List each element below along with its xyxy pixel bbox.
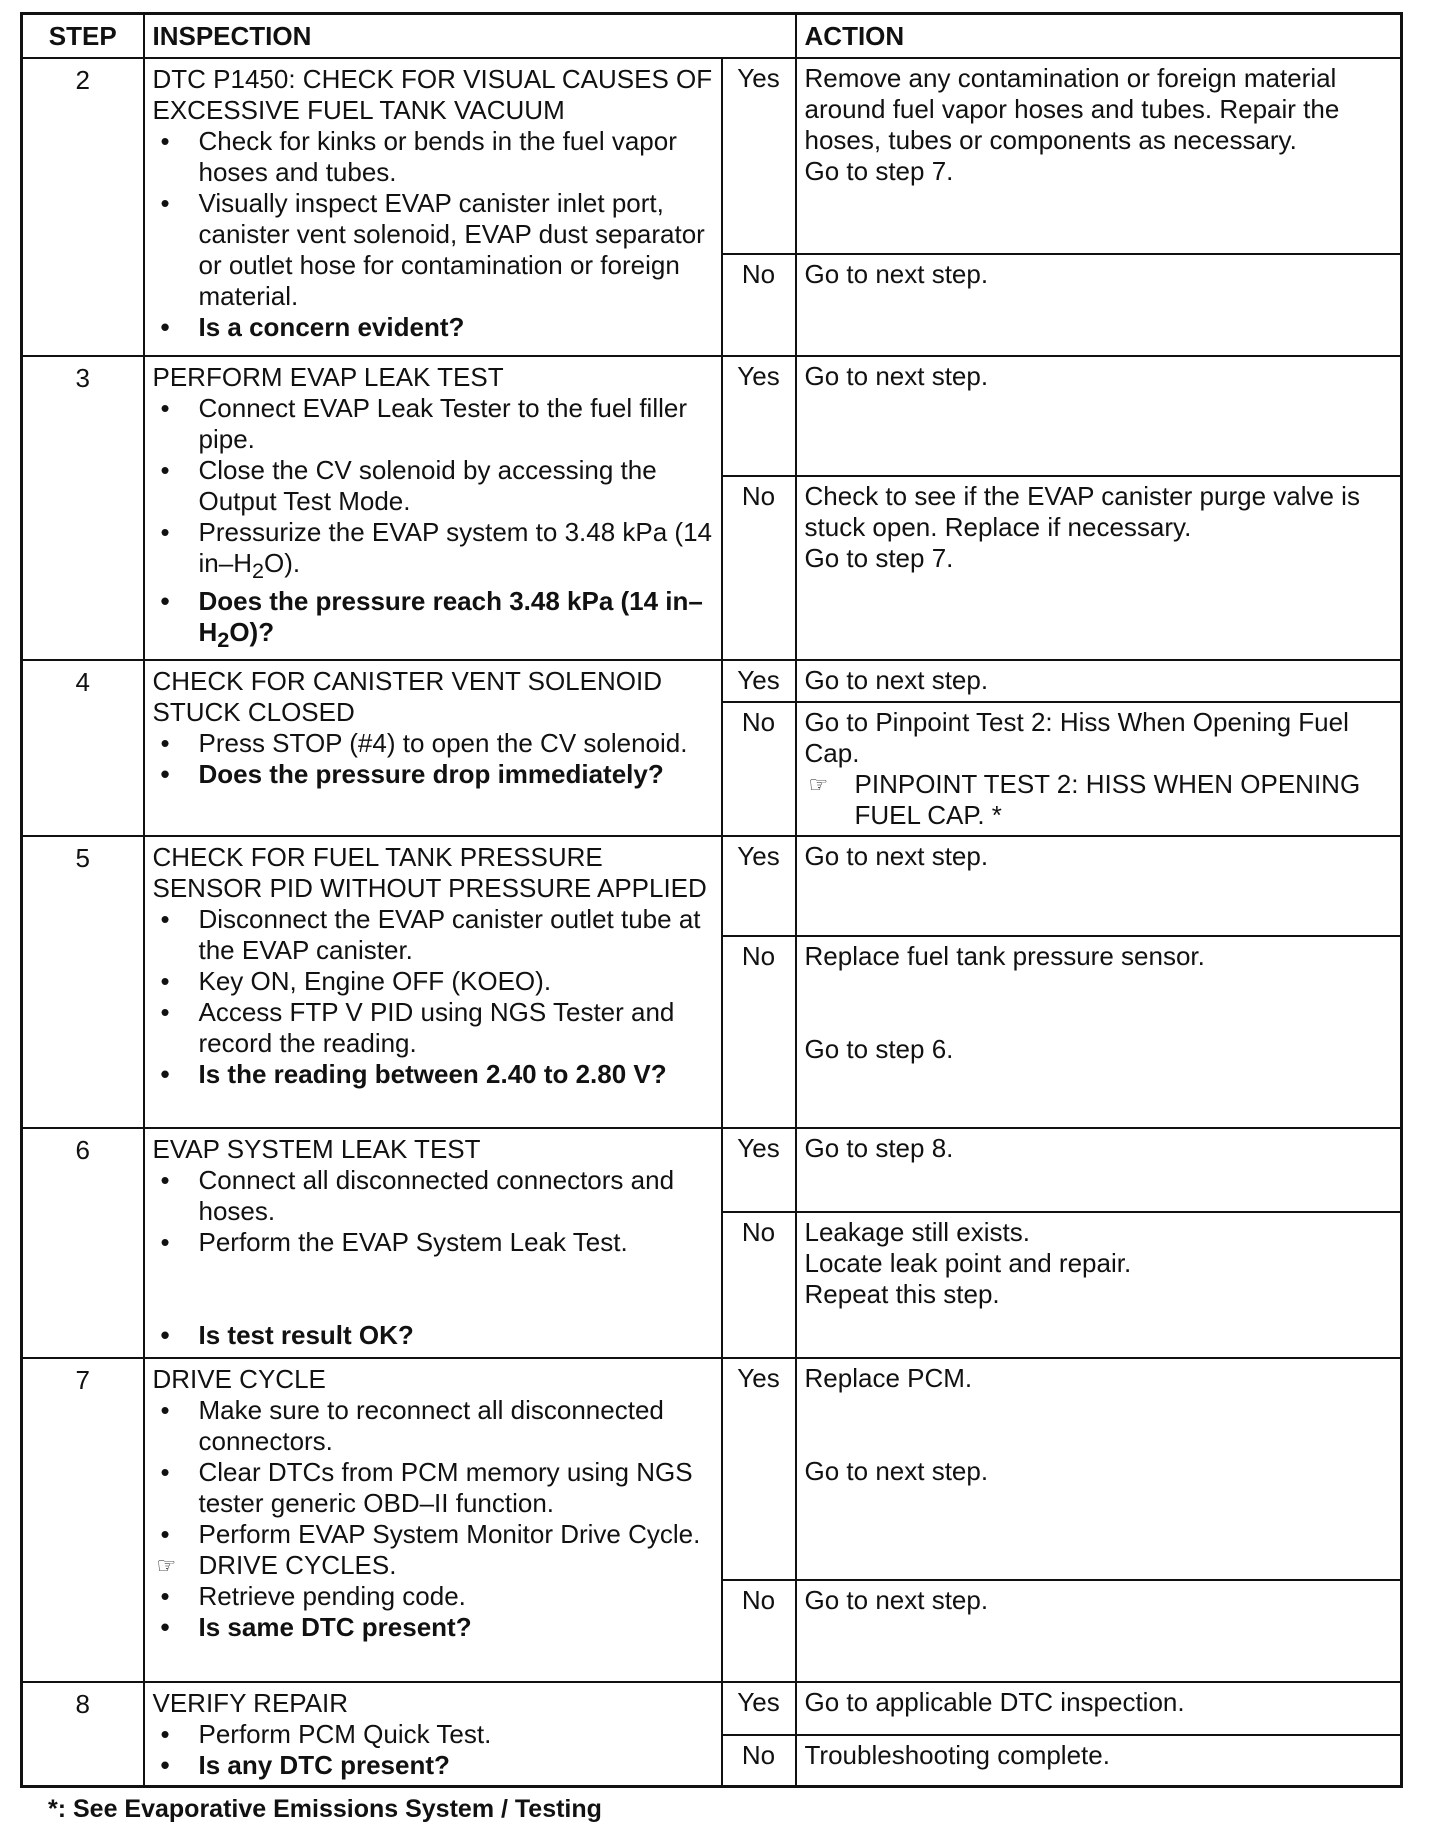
no-label: No [722, 476, 796, 660]
list-item [153, 517, 713, 586]
header-step: STEP [22, 14, 144, 59]
action-line: Repeat this step. [804, 1279, 1000, 1310]
pointing-hand-icon: ☞ [808, 772, 829, 798]
action-cell [796, 1212, 1402, 1358]
table-row [22, 1128, 1402, 1212]
inspection-title: DRIVE CYCLE [152, 1364, 326, 1395]
step-number: 7 [22, 1358, 144, 1682]
list-item: • Is the reading between 2.40 to 2.80 V? [153, 1059, 713, 1090]
list-item: • Does the pressure drop immediately? [153, 759, 713, 790]
action-cell [796, 58, 1402, 254]
inspection-cell [144, 1358, 722, 1682]
action-cell [796, 836, 1402, 936]
step-number: 2 [22, 58, 144, 356]
inspection-cell [144, 1128, 722, 1358]
yes-label: Yes [722, 1358, 796, 1580]
yes-label: Yes [722, 836, 796, 936]
list-item: • Retrieve pending code. [153, 1581, 713, 1612]
action-cell [796, 660, 1402, 702]
action-line: Go to step 7. [804, 543, 954, 574]
yes-label: Yes [722, 58, 796, 254]
list-item: • Perform PCM Quick Test. [153, 1719, 713, 1750]
table-row [22, 836, 1402, 936]
step-number: 3 [22, 356, 144, 660]
pressure-text: Pressurize the EVAP system to 3.48 kPa (14 in–H [198, 517, 712, 578]
step-number: 5 [22, 836, 144, 1128]
action-cell [796, 476, 1402, 660]
yes-label: Yes [722, 1128, 796, 1212]
action-line: Replace fuel tank pressure sensor. [804, 941, 1205, 972]
list-item [153, 586, 713, 655]
diagnostic-page [20, 12, 1400, 1788]
yes-label: Yes [722, 356, 796, 476]
inspection-cell [144, 1682, 722, 1787]
action-cell [796, 356, 1402, 476]
action-cell [796, 702, 1402, 836]
inspection-cell [144, 836, 722, 1128]
list-item: • Perform the EVAP System Leak Test. [153, 1227, 713, 1258]
step-number: 8 [22, 1682, 144, 1787]
list-item: • Visually inspect EVAP canister inlet port, canister vent solenoid, EVAP dust separator or outlet hose for contamination or foreign material. [153, 188, 713, 312]
no-label: No [722, 1735, 796, 1787]
action-cell [796, 1735, 1402, 1787]
header-inspection: INSPECTION [144, 14, 796, 59]
action-line: Go to next step. [804, 841, 989, 872]
list-item: • Close the CV solenoid by accessing the Output Test Mode. [153, 455, 713, 517]
header-action: ACTION [796, 14, 1402, 59]
action-line: Go to step 8. [804, 1133, 954, 1164]
no-label: No [722, 1212, 796, 1358]
diagnostic-table [20, 12, 1403, 1788]
reference-line [805, 769, 1393, 831]
inspection-cell [144, 356, 722, 660]
list-item: ☞ DRIVE CYCLES. [153, 1550, 713, 1581]
inspection-title: CHECK FOR CANISTER VENT SOLENOID STUCK CLOSED [152, 666, 662, 728]
inspection-title: CHECK FOR FUEL TANK PRESSURE SENSOR PID WITHOUT PRESSURE APPLIED [152, 842, 707, 904]
action-cell [796, 1128, 1402, 1212]
no-label: No [722, 702, 796, 836]
subscript-2: 2 [251, 558, 265, 584]
action-line: Go to next step. [804, 1456, 989, 1487]
list-item: • Make sure to reconnect all disconnected connectors. [153, 1395, 713, 1457]
list-item: • Is any DTC present? [153, 1750, 713, 1781]
list-item: • Check for kinks or bends in the fuel vapor hoses and tubes. [153, 126, 713, 188]
table-row [22, 1358, 1402, 1580]
action-cell [796, 1358, 1402, 1580]
action-line: Locate leak point and repair. [804, 1248, 1132, 1279]
reference-text: PINPOINT TEST 2: HISS WHEN OPENING FUEL CAP. * [854, 769, 1361, 831]
pressure-text-end: O). [264, 548, 301, 578]
inspection-title: PERFORM EVAP LEAK TEST [152, 362, 504, 392]
yes-label: Yes [722, 660, 796, 702]
action-line: Go to next step. [804, 1585, 989, 1616]
list-item: • Connect EVAP Leak Tester to the fuel filler pipe. [153, 393, 713, 455]
action-cell [796, 936, 1402, 1128]
action-line: Troubleshooting complete. [804, 1739, 1110, 1770]
table-row [22, 356, 1402, 476]
footnote: *: See Evaporative Emissions System / Testing [48, 1795, 602, 1823]
action-line: Go to step 7. [804, 156, 954, 186]
action-line: Remove any contamination or foreign material around fuel vapor hoses and tubes. Repair the hoses, tubes or components as necessary. [804, 63, 1340, 155]
action-line: Check to see if the EVAP canister purge valve is stuck open. Replace if necessary. [804, 481, 1360, 543]
action-cell [796, 254, 1402, 356]
inspection-title: DTC P1450: CHECK FOR VISUAL CAUSES OF EXCESSIVE FUEL TANK VACUUM [152, 64, 713, 125]
table-header-row [22, 14, 1402, 59]
list-item: • Disconnect the EVAP canister outlet tube at the EVAP canister. [153, 904, 713, 966]
no-label: No [722, 1580, 796, 1682]
inspection-title: VERIFY REPAIR [152, 1688, 349, 1719]
table-row [22, 1682, 1402, 1734]
table-row [22, 58, 1402, 254]
question-text-end: O)? [229, 617, 275, 648]
no-label: No [722, 254, 796, 356]
action-line: Go to next step. [804, 259, 989, 289]
action-line: Replace PCM. [804, 1363, 973, 1394]
action-line: Go to next step. [804, 361, 989, 391]
list-item: • Is same DTC present? [153, 1612, 713, 1643]
action-line: Go to applicable DTC inspection. [804, 1687, 1185, 1718]
list-item: • Connect all disconnected connectors and hoses. [153, 1165, 713, 1227]
yes-label: Yes [722, 1682, 796, 1734]
list-item: • Access FTP V PID using NGS Tester and record the reading. [153, 997, 713, 1059]
no-label: No [722, 936, 796, 1128]
list-item: • Is a concern evident? [153, 312, 713, 343]
list-item: • Perform EVAP System Monitor Drive Cycle. [153, 1519, 713, 1550]
list-item: • Key ON, Engine OFF (KOEO). [153, 966, 713, 997]
list-item: • Press STOP (#4) to open the CV solenoid. [153, 728, 713, 759]
step-number: 4 [22, 660, 144, 836]
table-row [22, 660, 1402, 702]
inspection-title: EVAP SYSTEM LEAK TEST [152, 1134, 481, 1165]
action-line: Go to Pinpoint Test 2: Hiss When Opening Fuel Cap. [804, 707, 1349, 769]
action-cell [796, 1580, 1402, 1682]
inspection-cell [144, 660, 722, 836]
list-item: • Is test result OK? [153, 1320, 713, 1351]
question-text: Does the pressure reach 3.48 kPa (14 in–H [198, 586, 703, 648]
action-line: Leakage still exists. [804, 1217, 1030, 1248]
subscript-2: 2 [217, 627, 230, 653]
action-line: Go to next step. [804, 665, 989, 696]
inspection-cell [144, 58, 722, 356]
action-cell [796, 1682, 1402, 1734]
step-number: 6 [22, 1128, 144, 1358]
action-line: Go to step 6. [804, 1034, 954, 1065]
list-item: • Clear DTCs from PCM memory using NGS tester generic OBD–II function. [153, 1457, 713, 1519]
